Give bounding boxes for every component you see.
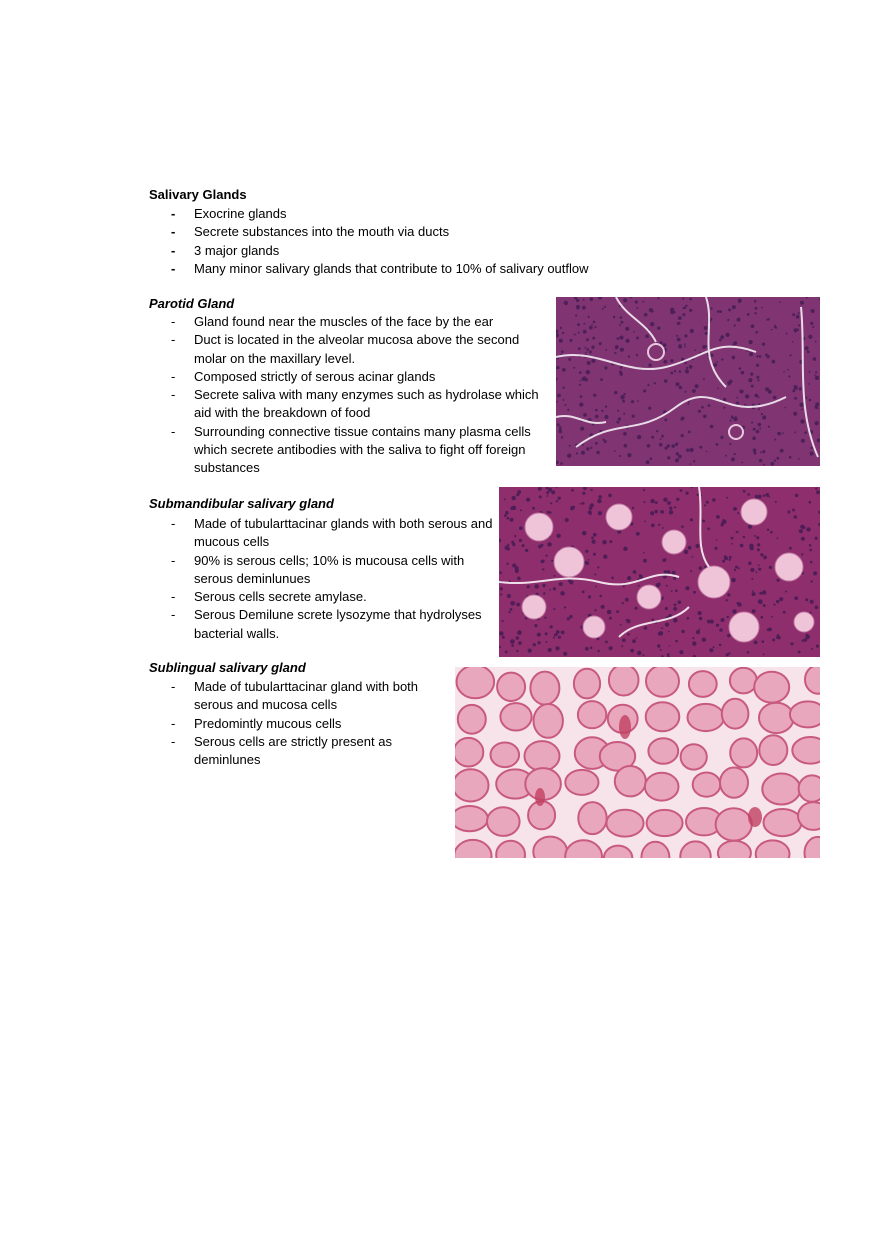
list-item: - 90% is serous cells; 10% is mucousa cells with serous deminlunues xyxy=(171,552,465,586)
submandibular-histology-image xyxy=(499,487,820,657)
list-item: - Gland found near the muscles of the face by the ear xyxy=(171,314,494,329)
parotid-gland-heading: Parotid Gland xyxy=(149,296,235,311)
submandibular-gland-heading: Submandibular salivary gland xyxy=(149,496,334,511)
parotid-histology-image xyxy=(556,297,820,466)
sublingual-histology-image xyxy=(455,667,820,858)
list-item: - Serous Demilune screte lysozyme that hydrolyses bacterial walls. xyxy=(171,607,482,641)
list-item: - Predomintly mucous cells xyxy=(171,715,342,731)
list-item: - Made of tubularttacinar glands with both serous and mucous cells xyxy=(171,516,493,550)
parotid-gland-list xyxy=(149,313,544,478)
list-item: - Surrounding connective tissue contains many plasma cells which secrete antibodies with the saliva to fight off foreign substances xyxy=(171,423,531,476)
list-item: - Composed strictly of serous acinar glands xyxy=(171,368,436,384)
list-item: - Many minor salivary glands that contribute to 10% of salivary outflow xyxy=(171,260,589,276)
list-item: - Secrete saliva with many enzymes such as hydrolase which aid with the breakdown of food xyxy=(171,387,539,421)
sublingual-gland-heading: Sublingual salivary gland xyxy=(149,660,306,675)
salivary-glands-heading: Salivary Glands xyxy=(149,187,247,202)
list-item: - Serous cells are strictly present as deminlunes xyxy=(171,733,392,768)
list-item: - Exocrine glands xyxy=(171,206,287,221)
list-item: - Made of tubularttacinar gland with both serous and mucosa cells xyxy=(171,679,419,713)
submandibular-gland-list xyxy=(149,515,499,643)
salivary-glands-list xyxy=(149,205,709,278)
list-item: - Duct is located in the alveolar mucosa above the second molar on the maxillary level. xyxy=(171,332,520,366)
sublingual-gland-list xyxy=(149,678,449,769)
list-item: - 3 major glands xyxy=(171,242,280,258)
list-item: - Serous cells secrete amylase. xyxy=(171,589,367,605)
list-item: - Secrete substances into the mouth via ducts xyxy=(171,224,450,240)
